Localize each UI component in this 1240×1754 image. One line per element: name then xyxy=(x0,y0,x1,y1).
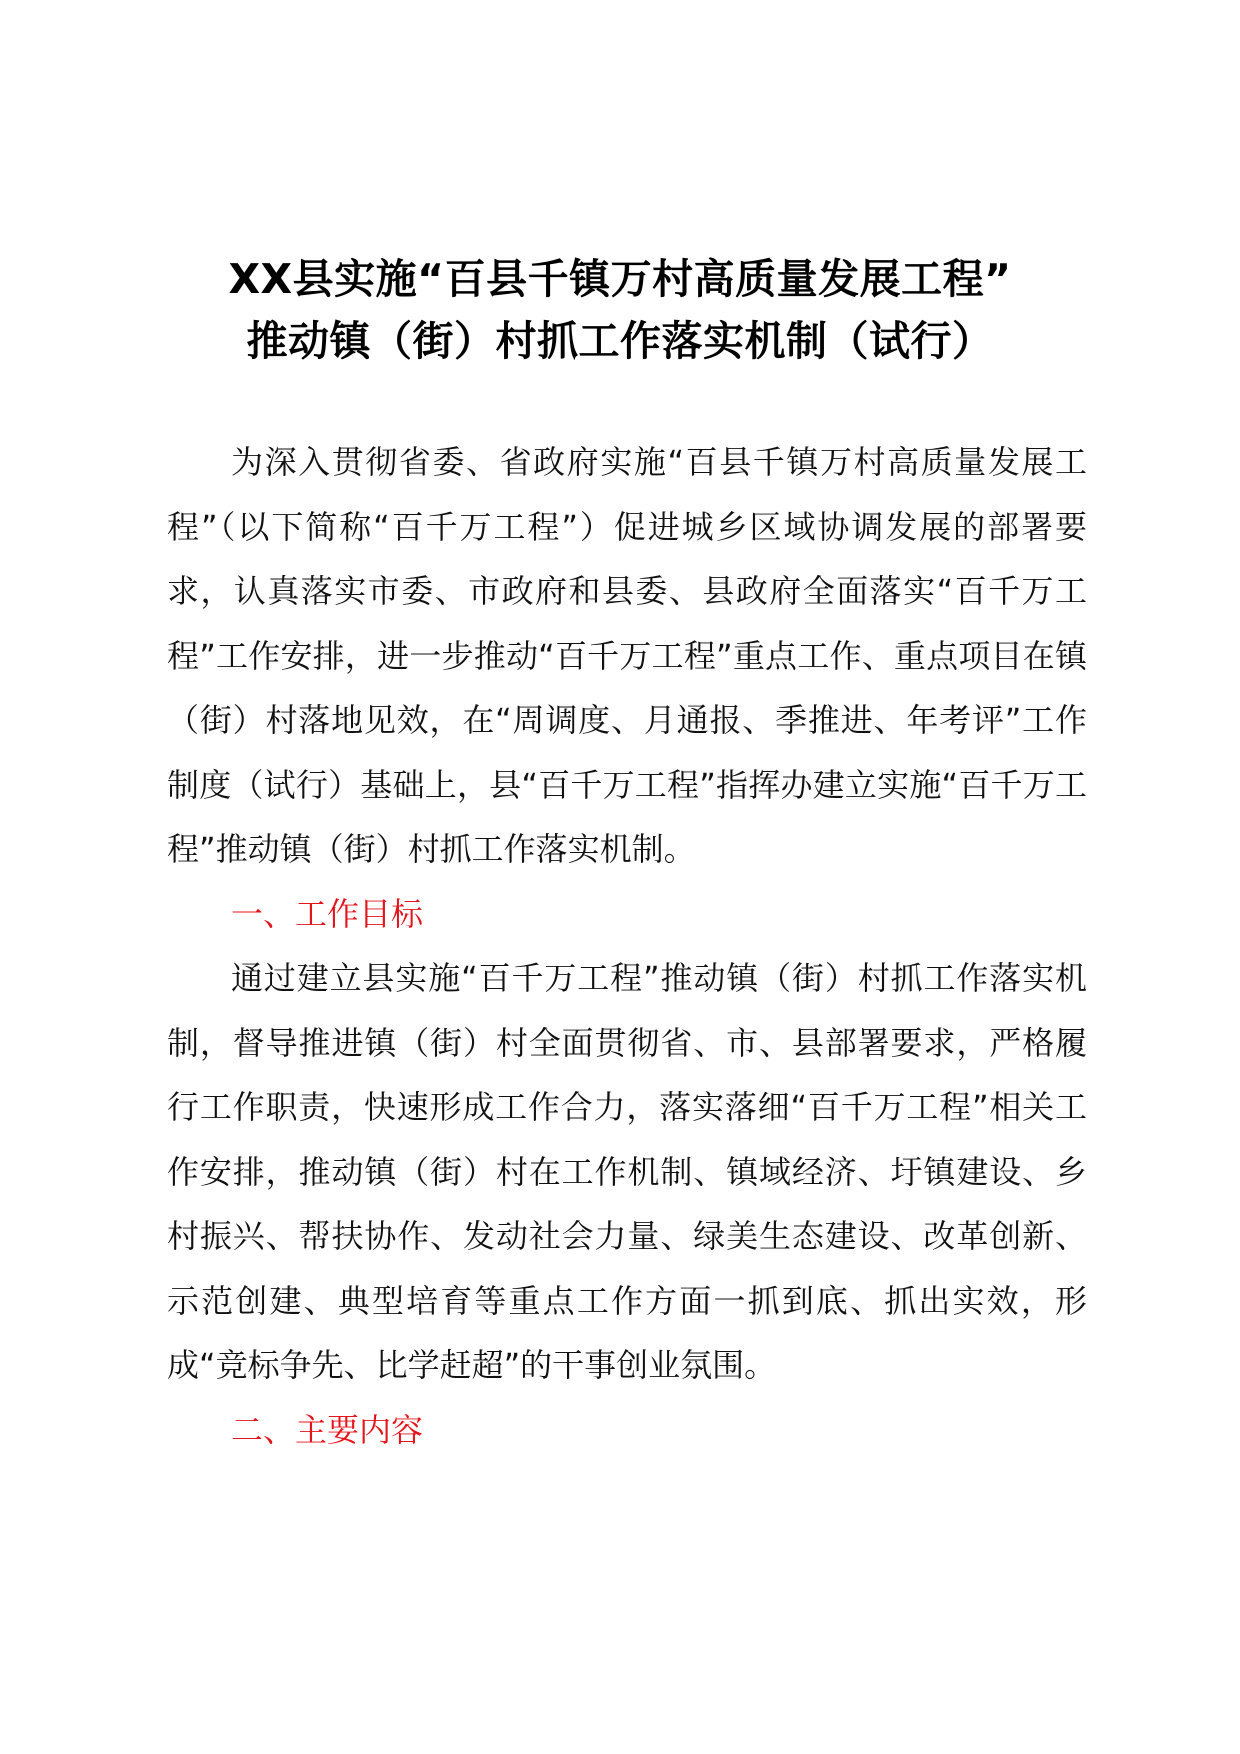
intro-paragraph: 为深入贯彻省委、省政府实施“百县千镇万村高质量发展工程”（以下简称“百千万工程”）促进城乡区域协调发展的部署要求，认真落实市委、市政府和县委、县政府全面落实“百千万工程”工作安排，进一步推动“百千万工程”重点工作、重点项目在镇（街）村落地见效，在“周调度、月通报、季推进、年考评”工作制度（试行）基础上，县“百千万工程”指挥办建立实施“百千万工程”推动镇（街）村抓工作落实机制。 xyxy=(167,443,1087,868)
section-heading-goals: 一、工作目标 xyxy=(231,894,424,933)
document-body xyxy=(167,430,1087,1462)
section-heading-content: 二、主要内容 xyxy=(231,1410,424,1449)
title-line-2: 推动镇（街）村抓工作落实机制（试行） xyxy=(246,317,994,365)
title-line-1: XX县实施“百县千镇万村高质量发展工程” xyxy=(228,255,1012,303)
document-title xyxy=(150,248,1090,372)
goals-paragraph: 通过建立县实施“百千万工程”推动镇（街）村抓工作落实机制，督导推进镇（街）村全面贯彻省、市、县部署要求，严格履行工作职责，快速形成工作合力，落实落细“百千万工程”相关工作安排，推动镇（街）村在工作机制、镇域经济、圩镇建设、乡村振兴、帮扶协作、发动社会力量、绿美生态建设、改革创新、示范创建、典型培育等重点工作方面一抓到底、抓出实效，形成“竞标争先、比学赶超”的干事创业氛围。 xyxy=(167,959,1087,1384)
